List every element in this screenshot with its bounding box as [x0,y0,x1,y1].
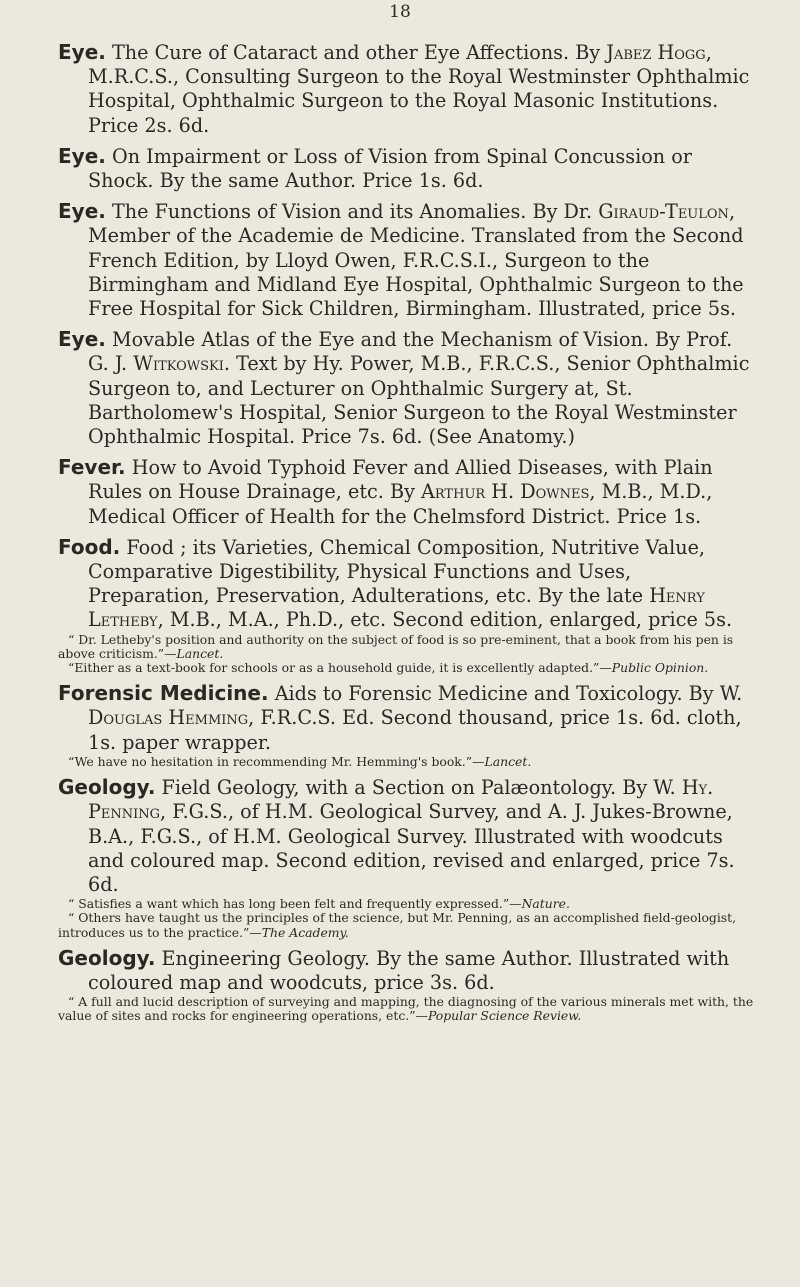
catalogue-entry [58,455,758,529]
review-text: “ Satisfies a want which has long been felt and frequently expressed.”— [68,896,522,912]
review-source: Nature. [521,896,570,912]
entry-description: Aids to Forensic Medicine and Toxicology. By [268,682,720,706]
entry-text [58,327,758,449]
review-text: “ Others have taught us the principles of the science, but Mr. Penning, as an accomplished field-geologist, introduces us to the practice.”— [58,910,737,940]
entry-heading: Geology. [58,775,156,800]
review-quote [58,661,758,675]
review-quote [58,897,758,911]
entry-text [58,144,758,193]
entry-heading: Eye. [58,40,106,64]
entry-heading: Eye. [58,327,106,352]
entry-author: W. Hy. Penning [88,776,714,824]
entry-heading: Eye. [58,199,106,224]
review-source: Lancet. [176,645,224,661]
entry-description: Food ; its Varieties, Chemical Composition, Nutritive Value, Comparative Digestibility, Physical Functions and Uses, Preparation, Preservation, Adulterations, etc. By the late [88,535,706,608]
review-text: “ A full and lucid description of surveying and mapping, the diagnosing of the various minerals met with, the value of sites and rocks for engineering operations, etc.”— [58,994,754,1024]
entry-text [58,535,758,633]
entry-details: , M.B., M.A., Ph.D., etc. Second edition, enlarged, price 5s. [157,608,733,632]
entry-heading: Forensic Medicine. [58,681,269,706]
entry-details: , Member of the Academie de Medicine. Translated from the Second French Edition, by Lloyd Owen, F.R.C.S.I., Surgeon to the Birmingham and Midland Eye Hospital, Ophthalmic Surgeon to the Free Hospital for Sick Children, Birmingham. Illustrated, price 5s. [88,200,744,321]
catalogue-entry [58,144,758,193]
entry-description: On Impairment or Loss of Vision from Spinal Concussion or Shock. By the same Author. Price 1s. 6d. [88,144,692,193]
entry-author: W. Douglas Hemming [88,682,743,730]
entry-description: How to Avoid Typhoid Fever and Allied Diseases, with Plain Rules on House Drainage, etc. By [88,456,713,504]
entry-heading: Geology. [58,945,156,970]
entry-heading: Food. [58,534,121,559]
entry-description: The Cure of Cataract and other Eye Affections. By [105,41,607,64]
review-text: “Either as a text-book for schools or as a household guide, it is excellently adapted.”— [68,660,612,676]
entry-details: , M.B., M.D., Medical Officer of Health for the Chelmsford District. Price 1s. [88,480,713,528]
entry-details: , F.G.S., of H.M. Geological Survey, and A. J. Jukes-Browne, B.A., F.G.S., of H.M. Geological Survey. Illustrated with woodcuts and coloured map. Second edition, revised and enlarged, price 7s. 6d. [88,800,735,896]
entry-text [58,681,758,755]
review-quote [58,911,758,939]
review-quote [58,995,758,1023]
catalogue-entry [58,681,758,769]
entry-author: Henry Letheby [88,584,705,632]
catalogue-entries [58,40,758,1030]
catalogue-entry [58,40,758,138]
entry-text [58,775,758,897]
review-text: “We have no hesitation in recommending Mr. Hemming's book.”— [68,753,485,769]
entry-details: , F.R.C.S. Ed. Second thousand, price 1s. 6d. cloth, 1s. paper wrapper. [88,706,742,754]
page-number: 18 [389,2,411,22]
catalogue-entry [58,327,758,449]
catalogue-entry [58,775,758,940]
catalogue-entry [58,946,758,1024]
entry-description: The Functions of Vision and its Anomalies. By Dr. [105,200,599,224]
review-source: The Academy. [261,924,349,940]
entry-author: Giraud-Teulon [598,200,729,224]
catalogue-entry [58,199,758,321]
review-source: Popular Science Review. [427,1008,582,1024]
entry-author: Arthur H. Downes [421,480,590,504]
entry-author: Jabez Hogg [606,41,706,64]
entry-text [58,199,758,321]
review-quote [58,755,758,769]
review-source: Lancet. [484,753,532,769]
review-text: “ Dr. Letheby's position and authority on the subject of food is so pre-eminent, that a book from his pen is above criticism.”— [58,631,734,661]
entry-details: , M.R.C.S., Consulting Surgeon to the Royal Westminster Ophthalmic Hospital, Ophthalmic Surgeon to the Royal Masonic Institutions. Price 2s. 6d. [88,41,750,137]
review-source: Public Opinion. [611,660,709,676]
entry-text [58,455,758,529]
entry-description: Engineering Geology. By the same Author. Illustrated with coloured map and woodcuts, price 3s. 6d. [88,946,730,994]
entry-text [58,946,758,995]
entry-author: G. J. Witkowski [88,352,224,376]
entry-heading: Fever. [58,455,126,480]
entry-details: . Text by Hy. Power, M.B., F.R.C.S., Senior Ophthalmic Surgeon to, and Lecturer on Ophthalmic Surgery at, St. Bartholomew's Hospital, Senior Surgeon to the Royal Westminster Ophthalmic Hospital. Price 7s. 6d. (See Anatomy.) [88,352,750,449]
review-quote [58,633,758,661]
entry-text [58,40,758,138]
entry-heading: Eye. [58,143,106,168]
entry-description: Movable Atlas of the Eye and the Mechanism of Vision. By Prof. [105,328,733,352]
entry-description: Field Geology, with a Section on Palæontology. By [155,776,654,800]
catalogue-entry [58,535,758,675]
